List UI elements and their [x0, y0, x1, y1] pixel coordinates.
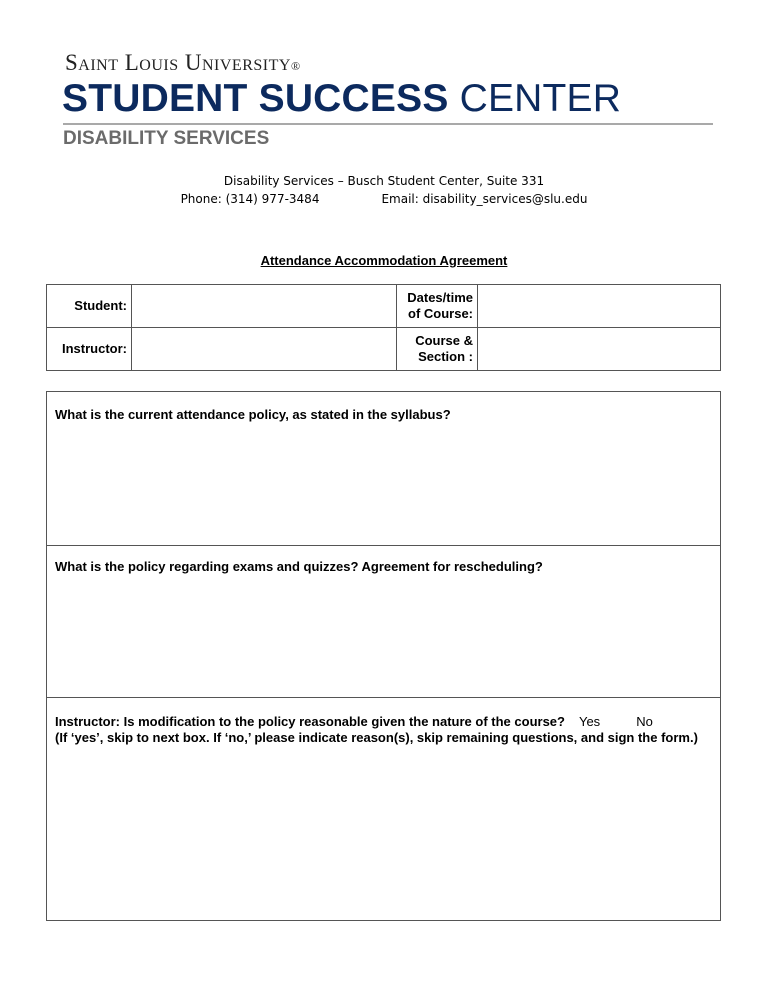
question-exams: What is the policy regarding exams and quizzes? Agreement for rescheduling?	[55, 559, 543, 574]
instructor-label: Instructor:	[47, 328, 132, 371]
student-field[interactable]	[132, 285, 397, 328]
department-name: DISABILITY SERVICES	[63, 128, 270, 149]
course-label: Course & Section :	[397, 328, 478, 371]
no-option[interactable]: No	[636, 714, 653, 729]
center-name: STUDENT SUCCESS CENTER	[62, 77, 622, 120]
university-name: Saint Louis University®	[65, 50, 301, 75]
form-title: Attendance Accommodation Agreement	[260, 253, 508, 268]
exam-policy-box[interactable]	[46, 544, 721, 698]
instructor-field[interactable]	[132, 328, 397, 371]
attendance-policy-box[interactable]	[46, 391, 721, 546]
modification-box[interactable]	[46, 697, 721, 921]
modification-note: (If ‘yes’, skip to next box. If ‘no,’ please indicate reason(s), skip remaining questions, and sign the form.)	[55, 730, 698, 745]
yes-option[interactable]: Yes	[578, 714, 601, 729]
info-table	[46, 284, 721, 371]
dates-field[interactable]	[478, 285, 721, 328]
question-attendance: What is the current attendance policy, as stated in the syllabus?	[55, 407, 451, 422]
course-field[interactable]	[478, 328, 721, 371]
student-label: Student:	[47, 285, 132, 328]
address-line: Disability Services – Busch Student Center, Suite 331	[223, 174, 545, 188]
question-modification: Instructor: Is modification to the policy reasonable given the nature of the course? Yes No (If ‘yes’, skip to next box. If ‘no,’ please indicate reason(s), skip remaining questions, and sign the form.)	[55, 714, 698, 745]
dates-label: Dates/time of Course:	[397, 285, 478, 328]
phone: Phone: (314) 977-3484	[180, 192, 320, 206]
contact-line	[0, 192, 768, 206]
header-divider	[63, 123, 713, 125]
email: Email: disability_services@slu.edu	[381, 192, 588, 206]
